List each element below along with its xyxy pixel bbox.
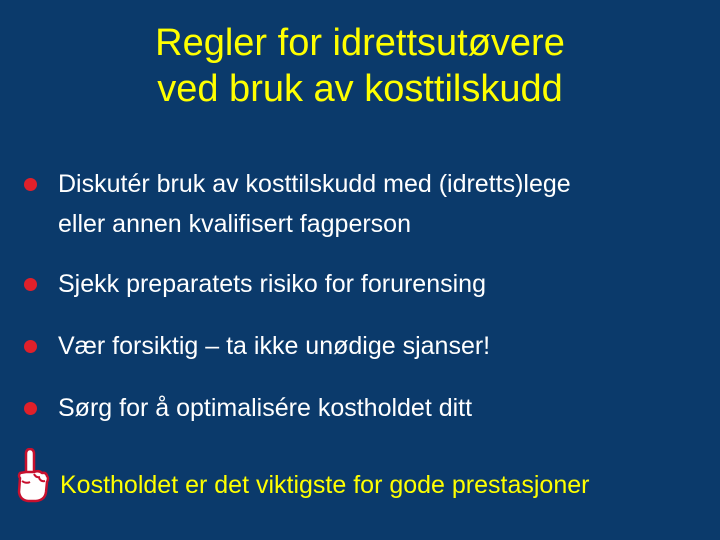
key-note [14, 448, 714, 508]
bullet-dot-icon [24, 340, 37, 353]
pointing-finger-icon [14, 448, 50, 504]
slide-title [0, 20, 720, 112]
bullet-text-line-2: eller annen kvalifisert fagperson [58, 210, 411, 238]
bullet-dot-icon [24, 402, 37, 415]
bullet-text: Vær forsiktig – ta ikke unødige sjanser! [58, 332, 491, 360]
bullet-list [22, 164, 712, 428]
bullet-dot-icon [24, 178, 37, 191]
bullet-item [22, 388, 712, 428]
bullet-text-line-1: Diskutér bruk av kosttilskudd med (idretts)lege [58, 170, 571, 198]
title-line-2: ved bruk av kosttilskudd [157, 68, 563, 110]
bullet-text: Sørg for å optimalisére kostholdet ditt [58, 394, 473, 422]
bullet-item [22, 264, 712, 304]
bullet-text: Sjekk preparatets risiko for forurensing [58, 270, 486, 298]
bullet-item [22, 164, 712, 244]
bullet-dot-icon [24, 278, 37, 291]
key-note-text: Kostholdet er det viktigste for gode prestasjoner [60, 471, 590, 499]
bullet-item [22, 326, 712, 366]
title-line-1: Regler for idrettsutøvere [155, 22, 565, 64]
